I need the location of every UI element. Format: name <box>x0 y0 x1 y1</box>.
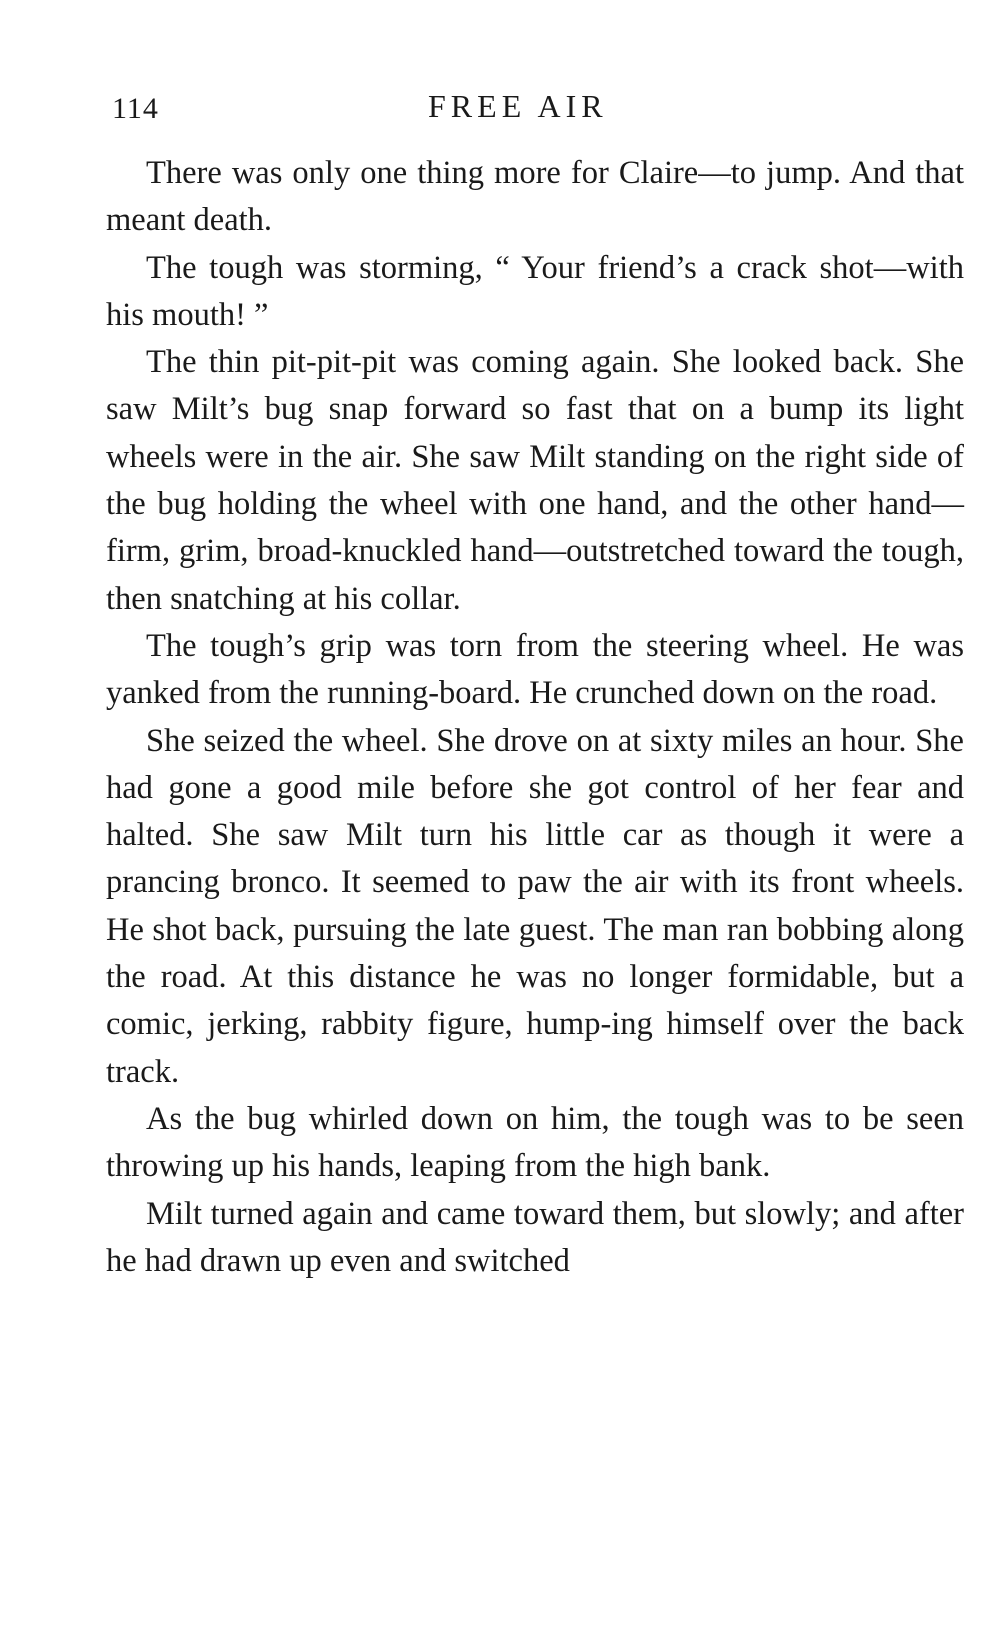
paragraph: Milt turned again and came toward them, but slowly; and after he had drawn up even and switched <box>106 1195 964 1279</box>
paragraph: There was only one thing more for Claire—to jump. And that meant death. <box>106 155 964 239</box>
body-text <box>106 150 964 1285</box>
paragraph: The thin pit-pit-pit was coming again. She looked back. She saw Milt’s bug snap forward so fast that on a bump its light wheels were in the air. She saw Milt standing on the right side of the bug holding the wheel with one hand, and the other hand—firm, grim, broad-knuckled hand—outstretched toward the tough, then snatching at his collar. <box>106 344 964 617</box>
paragraph: As the bug whirled down on him, the tough was to be seen throwing up his hands, leaping from the high bank. <box>106 1100 964 1185</box>
book-title: FREE AIR <box>428 88 608 124</box>
paragraph: She seized the wheel. She drove on at sixty miles an hour. She had gone a good mile before she got control of her fear and halted. She saw Milt turn his little car as though it were a prancing bronco. It seemed to paw the air with its front wheels. He shot back, pursuing the late guest. The man ran bobbing along the road. At this distance he was no longer formidable, but a comic, jerking, rabbity figure, hump-ing himself over the back track. <box>106 722 964 1090</box>
paragraph: The tough was storming, “ Your friend’s a crack shot—with his mouth! ” <box>106 249 964 333</box>
page-number: 114 <box>112 92 159 125</box>
paragraph: The tough’s grip was torn from the steering wheel. He was yanked from the running-board. He crunched down on the road. <box>106 627 964 712</box>
running-head <box>108 88 958 132</box>
